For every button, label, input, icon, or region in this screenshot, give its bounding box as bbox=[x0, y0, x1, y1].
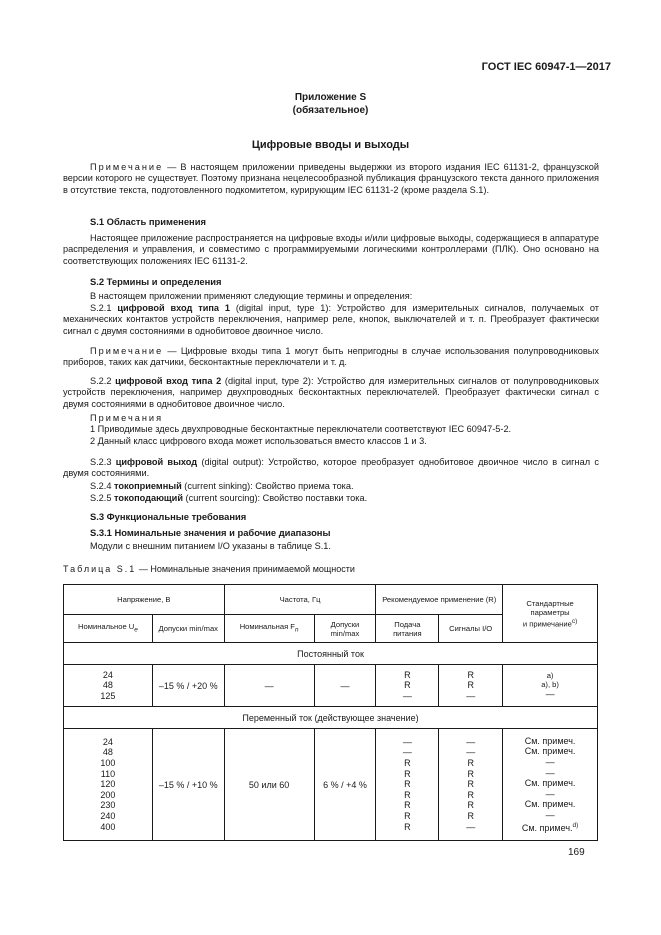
dc-ue-value: 125 bbox=[100, 690, 116, 701]
head-nominal-ue bbox=[64, 615, 153, 643]
note-label: Примечание bbox=[90, 162, 164, 172]
ac-supply-value: — bbox=[402, 747, 412, 758]
ac-signals-cell bbox=[439, 729, 503, 841]
ac-note-value: См. примеч. bbox=[524, 746, 576, 757]
ac-ue-value: 110 bbox=[100, 768, 116, 779]
head-standard-b: и примечание bbox=[522, 619, 572, 629]
dc-signals-value: R bbox=[467, 669, 474, 680]
ac-supply-value: R bbox=[404, 789, 411, 800]
s3-1-heading: S.3.1 Номинальные значения и рабочие диапазоны bbox=[90, 527, 331, 538]
dc-ue-value: 48 bbox=[102, 680, 113, 691]
dc-notes-cell bbox=[503, 665, 598, 707]
term-text: (digital output): Устройство, которое преобразует однобитовое двоичное число в сигнал с двумя состояниями. bbox=[63, 457, 599, 479]
head-standard-sup: c) bbox=[571, 617, 578, 625]
term-name: цифровой вход типа 1 bbox=[117, 303, 230, 313]
s1-text: Настоящее приложение распространяется на цифровые входы и/или цифровые выходы, содержащиеся в аппаратуре распределения и управления, и совместимо с программируемыми логическими контроллерами (ПЛК). Оно основано на соответствующих положениях IEC 61131-2. bbox=[63, 233, 599, 266]
head-nominal-fn bbox=[224, 615, 314, 643]
ac-note-value: См. примеч. bbox=[524, 799, 576, 810]
section-title: Цифровые вводы и выходы bbox=[251, 139, 410, 151]
s1-heading: S.1 Область применения bbox=[90, 216, 206, 227]
ac-supply-value: R bbox=[404, 800, 411, 811]
term-s2-4 bbox=[90, 481, 354, 492]
dc-note-value: a) bbox=[546, 671, 554, 681]
ac-note-value: — bbox=[545, 757, 555, 768]
term-number: S.2.5 bbox=[90, 493, 112, 503]
head-frequency: Частота, Гц bbox=[224, 585, 376, 615]
ac-ue-value: 230 bbox=[100, 800, 116, 811]
intro-note bbox=[63, 162, 599, 196]
head-standard bbox=[503, 585, 598, 643]
s1-paragraph bbox=[63, 233, 599, 267]
s2-heading: S.2 Термины и определения bbox=[90, 276, 222, 287]
dc-signals-value: — bbox=[466, 690, 476, 701]
head-signals: Сигналы I/O bbox=[439, 615, 503, 643]
ac-ue-value: 120 bbox=[100, 779, 116, 790]
note-text: В настоящем приложении приведены выдержки из второго издания IEC 61131-2, французской версии которого не существует. Поэтому признана нецелесообразной публикация французского текста данного приложения в отсутствие текста, подготовленного подкомитетом, курирующим IEC 61131-2 (кроме раздела S.1). bbox=[63, 162, 599, 195]
term-name: токоподающий bbox=[114, 493, 183, 503]
s2-notes-label: Примечания bbox=[90, 413, 164, 423]
head-recommended: Рекомендуемое применение (R) bbox=[376, 585, 503, 615]
head-nominal-ue-sub: e bbox=[134, 626, 138, 634]
dc-supply-value: — bbox=[402, 690, 412, 701]
ac-note-sup: d) bbox=[572, 821, 579, 829]
dc-supply-cell bbox=[376, 665, 439, 707]
ac-ue-value: 200 bbox=[100, 789, 116, 800]
annex-status: (обязательное) bbox=[292, 105, 369, 116]
term-number: S.2.2 bbox=[90, 376, 112, 386]
term-text: (current sourcing): Свойство поставки тока. bbox=[185, 493, 368, 503]
ac-supply-value: R bbox=[404, 758, 411, 769]
power-ratings-table bbox=[63, 584, 598, 841]
ac-ue-cell bbox=[64, 729, 153, 841]
ac-signals-value: R bbox=[467, 758, 474, 769]
s2-intro: В настоящем приложении применяют следующие термины и определения: bbox=[90, 291, 413, 301]
head-nominal-ue-text: Номинальное U bbox=[78, 622, 135, 632]
ac-supply-value: R bbox=[404, 768, 411, 779]
ac-notes-cell bbox=[503, 729, 598, 841]
dc-signals-cell bbox=[439, 665, 503, 707]
dc-frequency: — bbox=[224, 665, 314, 707]
term-text: (digital input, type 1): Устройство для измерительных сигналов, получаемых от механических контактов устройств переключения, например реле, кнопок, выключателей и т. п. Преобразует фактически сигнал с двумя состояниями в однобитовое двоичное число. bbox=[63, 303, 599, 336]
term-number: S.2.1 bbox=[90, 303, 112, 313]
dc-supply-value: R bbox=[404, 680, 411, 691]
caption-text: — Номинальные значения принимаемой мощности bbox=[138, 564, 355, 574]
term-text: (current sinking): Свойство приема тока. bbox=[184, 481, 354, 491]
ac-ue-value: 48 bbox=[102, 747, 113, 758]
page-number: 169 bbox=[568, 847, 585, 858]
dc-ue-cell bbox=[64, 665, 153, 707]
term-number: S.2.3 bbox=[90, 457, 112, 467]
ac-frequency: 50 или 60 bbox=[224, 729, 314, 841]
ac-ue-value: 24 bbox=[102, 736, 113, 747]
head-standard-a: Стандартные параметры bbox=[526, 598, 574, 617]
note-text: Цифровые входы типа 1 могут быть непригодны в случае использования полупроводниковых приборов, таких как датчики, бесконтактные переключатели и т. д. bbox=[63, 346, 599, 368]
ac-note-value: См. примеч. bbox=[524, 778, 576, 789]
head-voltage: Напряжение, В bbox=[64, 585, 225, 615]
term-name: токоприемный bbox=[114, 481, 182, 491]
ac-supply-cell bbox=[376, 729, 439, 841]
dc-note-value: — bbox=[545, 689, 555, 700]
s3-heading: S.3 Функциональные требования bbox=[90, 511, 247, 522]
ac-signals-value: — bbox=[466, 747, 476, 758]
head-nominal-fn-text: Номинальная F bbox=[239, 622, 295, 632]
standard-header: ГОСТ IEC 60947-1—2017 bbox=[481, 61, 611, 73]
ac-note-value: — bbox=[545, 788, 555, 799]
ac-signals-value: R bbox=[467, 768, 474, 779]
ac-signals-value: — bbox=[466, 736, 476, 747]
head-tolerance-voltage: Допуски min/max bbox=[152, 615, 224, 643]
term-text: (digital input, type 2): Устройство для измерительных сигналов от полупроводниковых устройств переключения, например двухпроводных бесконтактных переключателей. Преобразует фактически сигнал с двумя состояниями в однобитовое двоичное число. bbox=[63, 376, 600, 409]
ac-signals-value: R bbox=[467, 789, 474, 800]
ac-supply-value: R bbox=[404, 810, 411, 821]
ac-note-value: См. примеч. bbox=[524, 735, 576, 746]
note-dash: — bbox=[167, 162, 177, 172]
term-s2-3 bbox=[63, 457, 599, 480]
ac-ue-value: 400 bbox=[100, 821, 116, 832]
ac-signals-value: — bbox=[466, 821, 476, 832]
dc-ue-value: 24 bbox=[102, 669, 113, 680]
term-s2-5 bbox=[90, 493, 367, 504]
ac-ue-value: 240 bbox=[100, 810, 116, 821]
head-tolerance-frequency: Допуски min/max bbox=[314, 615, 376, 643]
dc-supply-value: R bbox=[404, 669, 411, 680]
ac-note-value: — bbox=[545, 767, 555, 778]
s2-note-item: 2 Данный класс цифрового входа может использоваться вместо классов 1 и 3. bbox=[90, 436, 427, 446]
ac-frequency-tolerance: 6 % / +4 % bbox=[314, 729, 376, 841]
caption-label: Таблица S.1 bbox=[63, 564, 137, 574]
s3-1-text: Модули с внешним питанием I/O указаны в таблице S.1. bbox=[90, 541, 331, 551]
ac-signals-value: R bbox=[467, 810, 474, 821]
dc-frequency-tolerance: — bbox=[314, 665, 376, 707]
dc-note-value: a), b) bbox=[541, 680, 559, 690]
ac-ue-value: 100 bbox=[100, 758, 116, 769]
term-name: цифровой выход bbox=[115, 457, 198, 467]
ac-note-value: См. примеч. bbox=[521, 822, 573, 833]
term-s2-2 bbox=[63, 376, 599, 410]
term-name: цифровой вход типа 2 bbox=[115, 376, 222, 386]
head-supply: Подача питания bbox=[376, 615, 439, 643]
ac-supply-value: R bbox=[404, 779, 411, 790]
dc-signals-value: R bbox=[467, 680, 474, 691]
head-nominal-fn-sub: n bbox=[294, 626, 299, 634]
ac-supply-value: R bbox=[404, 821, 411, 832]
ac-tolerance: –15 % / +10 % bbox=[152, 729, 224, 841]
ac-signals-value: R bbox=[467, 779, 474, 790]
ac-note-last bbox=[506, 821, 594, 834]
ac-supply-value: — bbox=[402, 736, 412, 747]
term-s2-1 bbox=[63, 303, 599, 337]
ac-signals-value: R bbox=[467, 800, 474, 811]
s2-note-1 bbox=[63, 346, 599, 369]
table-caption bbox=[63, 564, 355, 574]
note-label: Примечание bbox=[90, 346, 164, 356]
ac-section-title: Переменный ток (действующее значение) bbox=[64, 707, 598, 729]
ac-note-value: — bbox=[545, 809, 555, 820]
term-number: S.2.4 bbox=[90, 481, 112, 491]
annex-title: Приложение S bbox=[294, 92, 367, 103]
dc-section-title: Постоянный ток bbox=[64, 643, 598, 665]
note-dash: — bbox=[167, 346, 177, 356]
dc-tolerance: –15 % / +20 % bbox=[152, 665, 224, 707]
s2-note-item: 1 Приводимые здесь двухпроводные бесконтактные переключатели соответствуют IEC 60947-5-2. bbox=[90, 424, 512, 434]
